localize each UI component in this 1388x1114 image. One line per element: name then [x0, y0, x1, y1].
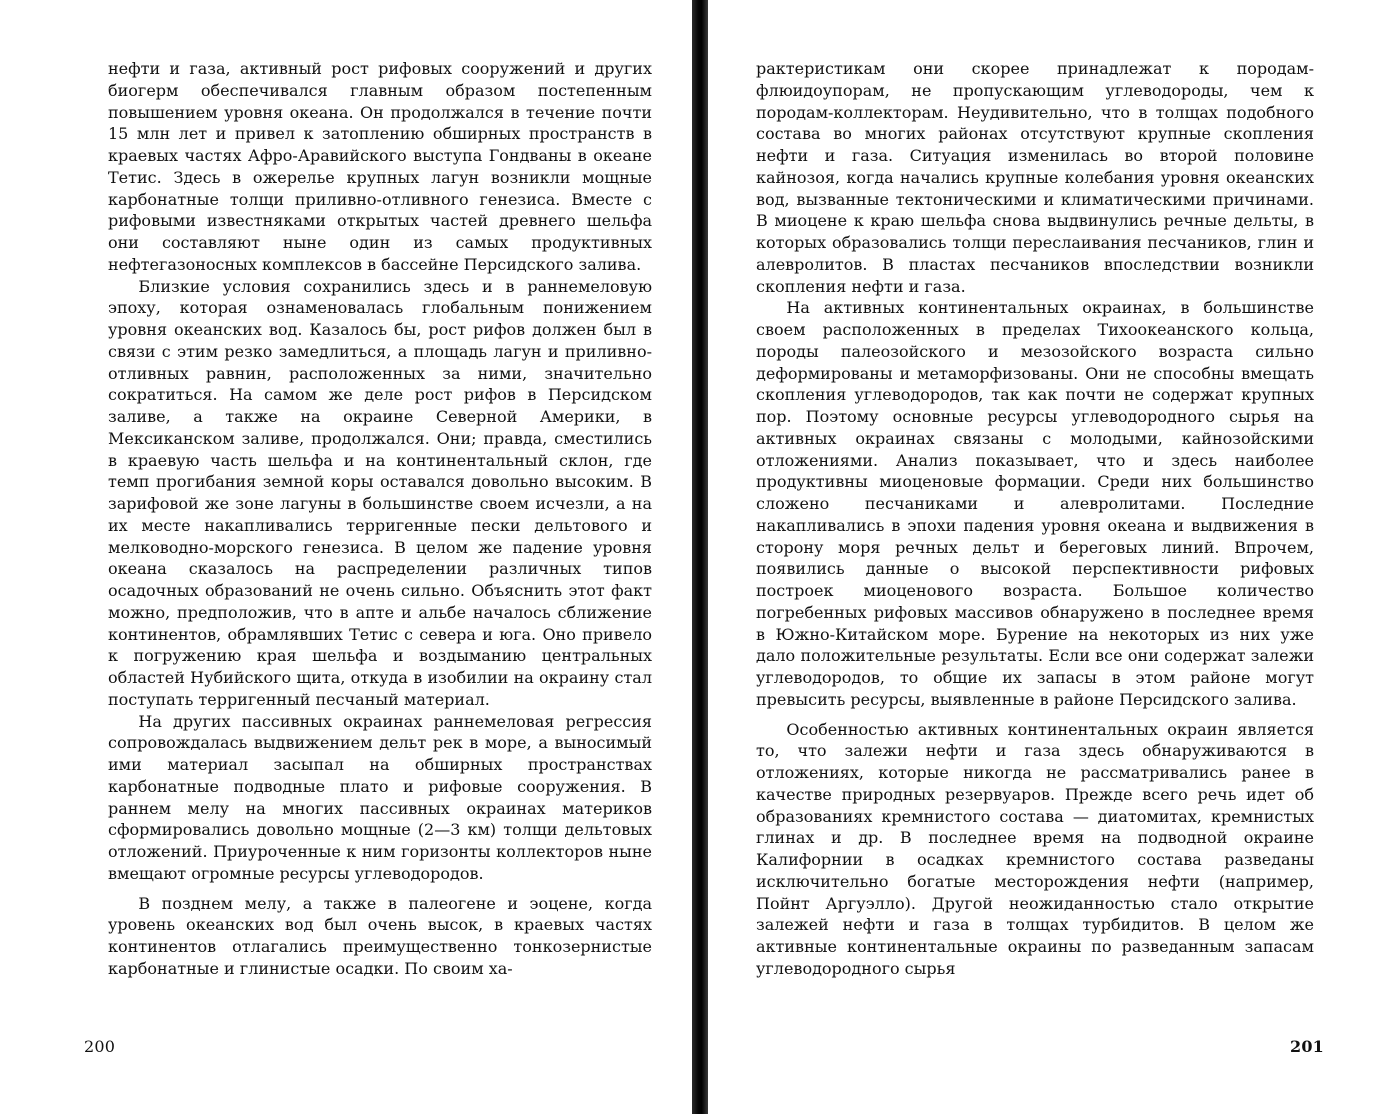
page-number: 200	[84, 1037, 116, 1056]
paragraph: На других пассивных окраинах раннемеловая регрессия сопровождалась выдвижением дельт рек в море, а выносимый ими материал засыпал на обширных пространствах карбонатные подводные плато и рифовые сооружения. В раннем мелу на многих пассивных окраинах материков сформировались довольно мощные (2—3 км) толщи дельтовых отложений. Приуроченные к ним горизонты коллекторов ныне вмещают огромные ресурсы углеводородов.	[108, 711, 652, 883]
paragraph: рактеристикам они скорее принадлежат к породам-флюидоупорам, не пропускающим углеводороды, чем к породам-коллекторам. Неудивительно, что в толщах подобного состава во многих районах отсутствуют крупные скопления нефти и газа. Ситуация изменилась во второй половине кайнозоя, когда начались крупные колебания уровня океанских вод, вызванные тектоническими и климатическими причинами. В миоцене к краю шельфа снова выдвинулись речные дельты, в которых образовались толщи переслаивания песчаников, глин и алевролитов. В пластах песчаников впоследствии возникли скопления нефти и газа.	[756, 59, 1314, 296]
left-text-column	[108, 58, 652, 980]
left-page	[0, 0, 692, 1114]
paragraph: Особенностью активных континентальных окраин является то, что залежи нефти и газа здесь обнаруживаются в отложениях, которые никогда не рассматривались ранее в качестве природных резервуаров. Прежде всего речь идет об образованиях кремнистого состава — диатомитах, кремнистых глинах и др. В последнее время на подводной окраине Калифорнии в осадках кремнистого состава разведаны исключительно богатые месторождения нефти (например, Пойнт Аргуэлло). Другой неожиданностью стало открытие залежей нефти и газа в толщах турбидитов. В целом же активные континентальные окраины по разведанным запасам углеводородного сырья	[756, 719, 1314, 978]
paragraph: Близкие условия сохранились здесь и в раннемеловую эпоху, которая ознаменовалась глобальным понижением уровня океанских вод. Казалось бы, рост рифов должен был в связи с этим резко замедлиться, а площадь лагун и приливно-отливных равнин, расположенных за ними, значительно сократиться. На самом же деле рост рифов в Персидском заливе, а также на окраине Северной Америки, в Мексиканском заливе, продолжался. Они; правда, сместились в краевую часть шельфа и на континентальный склон, где темп прогибания земной коры оставался довольно высоким. В зарифовой же зоне лагуны в большинстве своем исчезли, а на их месте накапливались терригенные пески дельтового и мелководно-морского генезиса. В целом же падение уровня океана сказалось на распределении различных типов осадочных образований не очень сильно. Объяснить этот факт можно, предположив, что в апте и альбе началось сближение континентов, обрамлявших Тетис с севера и юга. Оно привело к погружению края шельфа и воздыманию центральных областей Нубийского щита, откуда в изобилии на окраину стал поступать терригенный песчаный материал.	[108, 276, 652, 709]
paragraph: На активных континентальных окраинах, в большинстве своем расположенных в пределах Тихоокеанского кольца, породы палеозойского и мезозойского возраста сильно деформированы и метаморфизованы. Они не способны вмещать скопления углеводородов, так как почти не содержат крупных пор. Поэтому основные ресурсы углеводородного сырья на активных окраинах связаны с молодыми, кайнозойскими отложениями. Анализ показывает, что и здесь наиболее продуктивны миоценовые формации. Среди них большинство сложено песчаниками и алевролитами. Последние накапливались в эпохи падения уровня океана и выдвижения в сторону моря речных дельт и береговых линий. Впрочем, появились данные о высокой перспективности рифовых построек миоценового возраста. Большое количество погребенных рифовых массивов обнаружено в последнее время в Южно-Китайском море. Бурение на некоторых из них уже дало положительные результаты. Если все они содержат залежи углеводородов, то общие их запасы в этом районе могут превысить ресурсы, выявленные в районе Персидского залива.	[756, 298, 1314, 709]
right-page	[708, 0, 1388, 1114]
paragraph: В позднем мелу, а также в палеогене и эоцене, когда уровень океанских вод был очень высок, в краевых частях континентов отлагались преимущественно тонкозернистые карбонатные и глинистые осадки. По своим ха-	[108, 893, 652, 978]
paragraph: нефти и газа, активный рост рифовых сооружений и других биогерм обеспечивался главным образом постепенным повышением уровня океана. Он продолжался в течение почти 15 млн лет и привел к затоплению обширных пространств в краевых частях Афро-Аравийского выступа Гондваны в океане Тетис. Здесь в ожерелье крупных лагун возникли мощные карбонатные толщи приливно-отливного генезиса. Вместе с рифовыми известняками открытых частей древнего шельфа они составляют ныне один из самых продуктивных нефтегазоносных комплексов в бассейне Персидского залива.	[108, 59, 652, 274]
book-gutter	[692, 0, 708, 1114]
right-text-column	[756, 58, 1314, 980]
page-number: 201	[1290, 1037, 1324, 1056]
